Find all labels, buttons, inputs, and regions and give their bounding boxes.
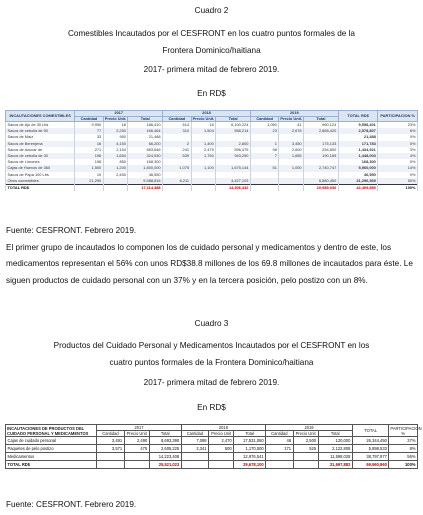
cell-t1: 324,530 (128, 153, 163, 159)
cell-p1: 18 (103, 122, 128, 129)
total-row (6, 461, 418, 469)
table-row (6, 445, 418, 453)
cell-c3: 48 (266, 437, 293, 445)
cell-t2: 558,214 (216, 128, 251, 134)
cell-p2: 500 (209, 445, 234, 453)
cell-pct: 3% (378, 147, 418, 153)
row-label: Sacos de Berenjena (6, 141, 75, 147)
cell-p2 (209, 453, 234, 461)
cell-pct: 0% (378, 141, 418, 147)
cell-c2: 2,341 (181, 445, 208, 453)
table2-year: 2019 (266, 425, 353, 431)
cell-c3: 1,050 (250, 122, 278, 129)
cuadro3-caption-line2: cuatro puntos formales de la Frontera Dominico/haitiana (109, 358, 314, 367)
cell-c1: 16 (75, 141, 103, 147)
cuadro3-title: Cuadro 3 (194, 319, 229, 328)
cell-p1: 2,250 (103, 128, 128, 134)
comestibles-table (5, 110, 418, 191)
row-label: Sacos de Maíz (6, 134, 75, 140)
total-total: 42,409,850 (338, 184, 378, 191)
empty-cell (124, 461, 149, 469)
table-row (6, 437, 418, 445)
row-label: Sacos de Azucar de (6, 147, 75, 153)
cell-total: 38,797,977 (352, 453, 389, 461)
cell-total: 46,550 (338, 172, 378, 178)
cell-p1 (124, 453, 149, 461)
empty-cell (209, 461, 234, 469)
cell-t1: 21,488 (128, 134, 163, 140)
cell-p1: 2,490 (124, 437, 149, 445)
cell-total: 1,448,003 (338, 153, 378, 159)
cell-p2: 1,100 (191, 165, 216, 171)
cell-c2 (181, 453, 208, 461)
cell-c3: 7 (250, 153, 278, 159)
cell-t2: 1,675,144 (216, 165, 251, 171)
cell-t2: 12,976,541 (234, 453, 266, 461)
cell-t2: 4,427,103 (216, 178, 251, 185)
cell-t1: 583,646 (128, 147, 163, 153)
cell-p3: 41 (279, 122, 304, 129)
cell-total: 21,296,369 (338, 178, 378, 185)
cell-c3: 1 (250, 141, 278, 147)
cell-p2: 2,470 (209, 437, 234, 445)
empty-cell (293, 461, 318, 469)
table2-sub-cantidad: Cantidad (181, 431, 208, 437)
table1-sub-precio: Precio Unit. (104, 115, 127, 121)
row-label: Sacos de Limones (6, 159, 75, 165)
cell-c2: 614 (163, 122, 191, 129)
cell-p1: 475 (124, 445, 149, 453)
cell-t3: 2,122,808 (318, 445, 352, 453)
cell-t3: 2,865,420 (304, 128, 339, 134)
table2-sub-precio: Precio Unit (293, 431, 318, 437)
cell-pct: 37% (389, 437, 418, 445)
cell-t3: 2,740,747 (304, 165, 339, 171)
cell-pct: 23% (378, 122, 418, 129)
cell-t2: 2,800 (216, 141, 251, 147)
cell-c1: 3,571 (97, 445, 124, 453)
cell-c2: 7,098 (181, 437, 208, 445)
total-t3: 31,697,882 (318, 461, 352, 469)
table2-sub-total: Total (234, 431, 266, 437)
empty-cell (181, 461, 208, 469)
cell-c2: 6,211 (163, 178, 191, 185)
total-t1: 25,521,023 (149, 461, 181, 469)
cuadro3-caption-line1: Productos del Cuidado Personal y Medicamentos Incautados por el CESFRONT en los (53, 341, 370, 350)
empty-cell (75, 184, 103, 191)
empty-cell (163, 184, 191, 191)
cell-c1: 196 (75, 153, 103, 159)
cell-p3: 525 (293, 445, 318, 453)
cell-c3: 23 (250, 128, 278, 134)
cell-total: 5,960,000 (338, 165, 378, 171)
cell-c1: 198 (75, 159, 103, 165)
cell-p1: 950 (103, 134, 128, 140)
cell-c1: 271 (75, 147, 103, 153)
empty-cell (103, 184, 128, 191)
table1-sub-cantidad: Cantidad (250, 116, 278, 122)
cell-t3: 190,165 (304, 153, 339, 159)
total-row (6, 184, 418, 191)
total-t1: 17,114,388 (128, 184, 163, 191)
body-paragraph: El primer grupo de incautados lo componen los de cuidado personal y medicamentos y dentro de este, los medicamentos representan el 56% con unos RD$38.8 millones de los 69.8 millones de incautados para éste. Le siguen productos de cuidado personal con un 37% y en la tercera posición, pelo postizo con un 8%. (6, 243, 413, 285)
cell-c3: 98 (250, 147, 278, 153)
cell-c2: 2 (163, 141, 191, 147)
cell-t2: 6,100,224 (216, 122, 251, 129)
cell-t2: 943,250 (216, 153, 251, 159)
table1-sub-total: Total (216, 116, 251, 122)
cell-total: 9,558,401 (338, 122, 378, 129)
row-label: Otros comestibles (6, 178, 75, 185)
cell-p3 (293, 453, 318, 461)
cell-c1: 1,500 (75, 165, 103, 171)
cell-p3: 1,655 (279, 153, 304, 159)
table1-year: 2018 (163, 111, 251, 117)
cell-t1: 66,200 (128, 141, 163, 147)
row-label: Sacos de Ajo de 30 Lbs (6, 122, 75, 129)
cuadro2-units: En RD$ (197, 89, 226, 98)
table1-sub-cantidad: Cantidad (163, 116, 191, 122)
table1-participacion-header: PARTICIPACION % (378, 111, 418, 122)
total-total: 69,960,960 (352, 461, 389, 469)
table1-sub-precio: Precio Unit. (192, 115, 215, 121)
cell-p1: 2,154 (103, 147, 128, 153)
cell-total: 5,898,533 (352, 445, 389, 453)
cell-p2: 16 (191, 122, 216, 129)
total-t2: 14,306,432 (216, 184, 251, 191)
cell-pct: 50% (378, 178, 418, 185)
cell-p2: 1,504 (191, 128, 216, 134)
cell-t1: 2,605,225 (149, 445, 181, 453)
cuidado-personal-table (5, 424, 422, 469)
table2-sub-cantidad: Cantidad (266, 431, 293, 437)
cell-p1: 4,150 (103, 141, 128, 147)
cell-total: 26,344,450 (352, 437, 389, 445)
cell-t1: 9,988,816 (128, 178, 163, 185)
cell-p2: 2,475 (191, 147, 216, 153)
cell-c1: 33 (75, 134, 103, 140)
empty-cell (279, 184, 304, 191)
table1-year: 2019 (250, 111, 338, 117)
cell-c3: 171 (266, 445, 293, 453)
cell-t2: 596,475 (216, 147, 251, 153)
cell-pct: 4% (378, 153, 418, 159)
cell-c1 (97, 453, 124, 461)
cell-p3: 2,500 (293, 437, 318, 445)
table1-sub-precio: Precio Unit. (280, 115, 303, 121)
cell-t1: 14,223,408 (149, 453, 181, 461)
cell-p1: 850 (103, 159, 128, 165)
total-pct: 100% (389, 461, 418, 469)
cuadro2-title: Cuadro 2 (194, 6, 229, 15)
empty-cell (97, 461, 124, 469)
cell-p1: 1,654 (103, 153, 128, 159)
total-label: TOTAL RD$ (6, 184, 75, 191)
table2-header-label: INCAUTACIONES DE PRODUCTOS DEL CUIDADO PERSONAL Y MEDICAMENTOS (6, 425, 97, 437)
cell-p3: 3,450 (279, 141, 304, 147)
cell-t3: 6,880,450 (304, 178, 339, 185)
cell-c1: 21,290 (75, 178, 103, 185)
cell-p3: 1,000 (279, 165, 304, 171)
table1-total-header: TOTAL RD$ (338, 111, 378, 122)
cell-total: 171,783 (338, 141, 378, 147)
cell-pct: 56% (389, 453, 418, 461)
cell-t1: 186,410 (128, 122, 163, 129)
cuadro3-units: En RD$ (197, 403, 226, 412)
empty-cell (250, 184, 278, 191)
row-label: Cajas de Huevos de 360 (6, 165, 75, 171)
table2-sub-precio: Precio Unit (124, 431, 149, 437)
cell-c2: 310 (163, 128, 191, 134)
cell-t3: 254,800 (304, 147, 339, 153)
cell-c1: 19 (75, 172, 103, 178)
row-label: Medicamentos (6, 453, 97, 461)
table1-year: 2017 (75, 111, 163, 117)
cell-p3: 2,600 (279, 147, 304, 153)
cell-t2: 1,170,500 (234, 445, 266, 453)
cell-t1: 8,693,390 (149, 437, 181, 445)
table1-sub-cantidad: Cantidad (75, 116, 103, 122)
cell-total: 168,300 (338, 159, 378, 165)
cell-pct: 6% (378, 128, 418, 134)
cell-t3: 120,000 (318, 437, 352, 445)
table2-sub-precio: Precio Unit (209, 431, 234, 437)
cuadro2-period: 2017- primera mitad de febrero 2019. (143, 65, 280, 74)
row-label: Sacos de cebolla de 30 (6, 153, 75, 159)
cell-c2: 241 (163, 147, 191, 153)
cuadro2-caption-line2: Frontera Dominico/haitiana (162, 46, 261, 55)
empty-cell (191, 184, 216, 191)
table2-participacion-header: PARTICIPACION % (390, 425, 422, 436)
cell-total: 2,578,807 (338, 128, 378, 134)
total-label: TOTAL RD$ (6, 461, 97, 469)
table2-year: 2018 (181, 425, 265, 431)
cell-pct: 8% (389, 445, 418, 453)
cell-t1: 168,300 (128, 159, 163, 165)
cuadro2-caption-line1: Comestibles Incautados por el CESFRONT en los cuatro puntos formales de la (67, 29, 355, 38)
cell-pct: 0% (378, 172, 418, 178)
cell-c2: 1,075 (163, 165, 191, 171)
cell-p1: 1,200 (103, 165, 128, 171)
source-note-2: Fuente: CESFRONT. Febrero 2019. (6, 500, 137, 509)
cell-p3: 2,678 (279, 128, 304, 134)
cell-t1: 46,550 (128, 172, 163, 178)
cell-pct: 0% (378, 134, 418, 140)
table2-sub-cantidad: Cantidad (97, 431, 124, 437)
table-row (6, 453, 418, 461)
cell-c1: 9,950 (75, 122, 103, 129)
table2-total-header: TOTAL (352, 425, 389, 437)
cell-c3: 51 (250, 165, 278, 171)
cell-t3: 175,133 (304, 141, 339, 147)
table2-sub-total: Total (318, 431, 352, 437)
row-label: Cajas de cuidado personal (6, 437, 97, 445)
row-label: Sacos de Papa 100 Lbs (6, 172, 75, 178)
cell-total: 1,434,921 (338, 147, 378, 153)
cell-t3: 960,124 (304, 122, 339, 129)
total-t3: 10,989,030 (304, 184, 339, 191)
cell-t3: 11,598,028 (318, 453, 352, 461)
cell-c1: 77 (75, 128, 103, 134)
cell-c1: 3,491 (97, 437, 124, 445)
table2-year: 2017 (97, 425, 181, 431)
table2-sub-total: Total (149, 431, 181, 437)
cell-t1: 166,464 (128, 128, 163, 134)
source-note-1: Fuente: CESFRONT. Febrero 2019. (6, 226, 137, 235)
table1-sub-total: Total (128, 116, 163, 122)
cell-t1: 1,800,000 (128, 165, 163, 171)
cell-p1: 2,450 (103, 172, 128, 178)
cell-pct: 0% (378, 159, 418, 165)
cell-c3 (266, 453, 293, 461)
row-label: Paquetes de pelo postizo (6, 445, 97, 453)
total-pct: 100% (378, 184, 418, 191)
table1-header-label: INCAUTACIONES COMESTIBLES (6, 111, 75, 122)
row-label: Sacos de cebolla de 50 (6, 128, 75, 134)
cell-c2: 539 (163, 153, 191, 159)
table1-sub-total: Total (304, 116, 339, 122)
cell-pct: 14% (378, 165, 418, 171)
cell-p2: 1,750 (191, 153, 216, 159)
cell-t2: 17,531,060 (234, 437, 266, 445)
cell-total: 21,488 (338, 134, 378, 140)
empty-cell (266, 461, 293, 469)
total-t2: 29,678,100 (234, 461, 266, 469)
cuadro3-period: 2017- primera mitad de febrero 2019. (143, 378, 280, 387)
cell-p2: 1,400 (191, 141, 216, 147)
